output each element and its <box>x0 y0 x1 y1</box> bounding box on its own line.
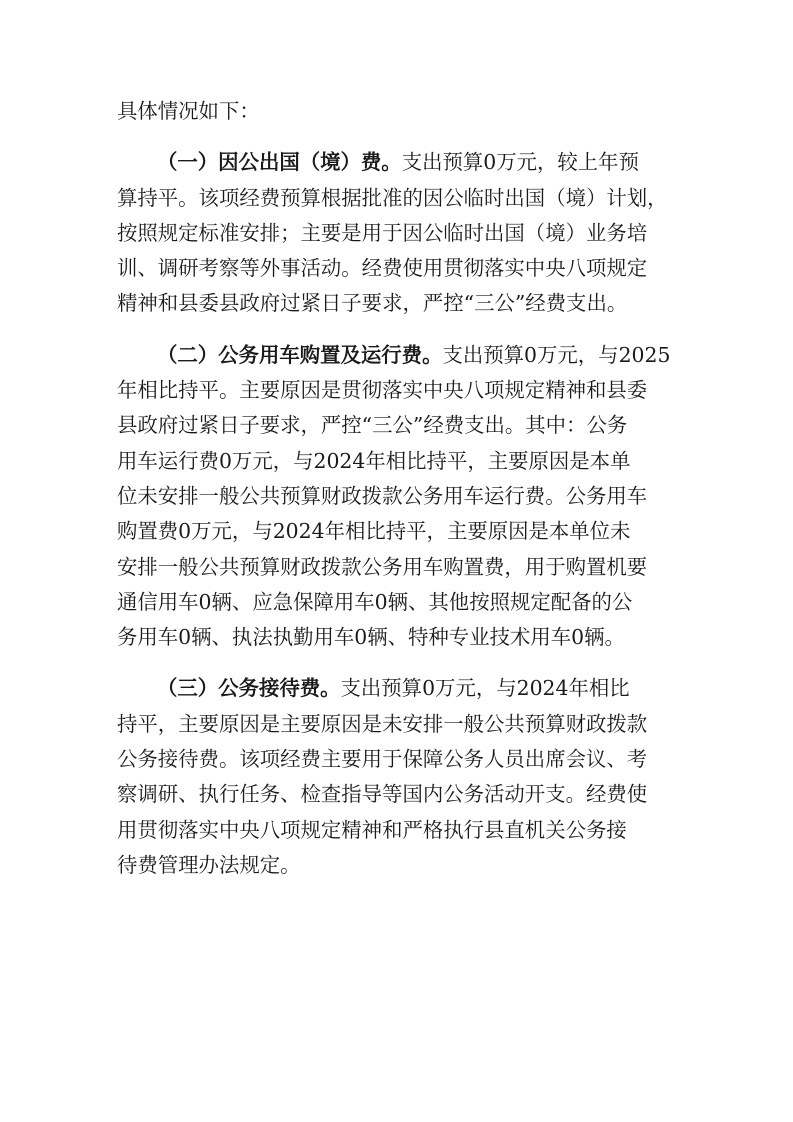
paragraph-line: 县政府过紧日子要求，严控“三公”经费支出。其中：公务 <box>117 413 628 438</box>
paragraph-line: 待费管理办法规定。 <box>117 852 301 877</box>
paragraph-line: 支出预算0万元，与2024年相比 <box>340 676 630 701</box>
section-official-vehicles-first-line <box>157 343 670 367</box>
paragraph-line: 支出预算0万元，较上年预 <box>401 150 639 175</box>
paragraph-line: 用车运行费0万元，与2024年相比持平，主要原因是本单 <box>117 448 631 473</box>
section-travel-abroad-first-line <box>157 150 639 174</box>
paragraph-line: 算持平。该项经费预算根据批准的因公临时出国（境）计划， <box>117 185 668 210</box>
paragraph-line: 持平，主要原因是主要原因是未安排一般公共预算财政拨款 <box>117 711 648 736</box>
paragraph-line: 按照规定标准安排；主要是用于因公临时出国（境）业务培 <box>117 220 648 245</box>
section-travel-abroad <box>117 145 681 321</box>
section-official-reception <box>117 671 681 883</box>
paragraph-line: 支出预算0万元，与2025 <box>442 342 671 367</box>
paragraph-line: 购置费0万元，与2024年相比持平，主要原因是本单位未 <box>117 519 631 544</box>
paragraph-line: 通信用车0辆、应急保障用车0辆、其他按照规定配备的公 <box>117 589 633 614</box>
section-official-vehicles <box>117 338 681 656</box>
section-official-reception-first-line <box>157 676 630 700</box>
intro-text: 具体情况如下： <box>117 99 260 123</box>
section-heading: （三）公务接待费。 <box>157 676 341 701</box>
paragraph-line: 位未安排一般公共预算财政拨款公务用车运行费。公务用车 <box>117 483 648 508</box>
paragraph-line: 用贯彻落实中央八项规定精神和严格执行县直机关公务接 <box>117 817 627 842</box>
paragraph-line: 务用车0辆、执法执勤用车0辆、特种专业技术用车0辆。 <box>117 625 625 650</box>
paragraph-line: 训、调研考察等外事活动。经费使用贯彻落实中央八项规定 <box>117 256 648 281</box>
paragraph-line: 安排一般公共预算财政拨款公务用车购置费，用于购置机要 <box>117 554 648 579</box>
section-heading: （二）公务用车购置及运行费。 <box>157 342 443 367</box>
section-heading: （一）因公出国（境）费。 <box>157 150 402 175</box>
paragraph-line: 精神和县委县政府过紧日子要求，严控“三公”经费支出。 <box>117 291 628 316</box>
paragraph-line: 公务接待费。该项经费主要用于保障公务人员出席会议、考 <box>117 747 648 772</box>
paragraph-line: 察调研、执行任务、检查指导等国内公务活动开支。经费使 <box>117 782 648 807</box>
paragraph-line: 年相比持平。主要原因是贯彻落实中央八项规定精神和县委 <box>117 378 648 403</box>
